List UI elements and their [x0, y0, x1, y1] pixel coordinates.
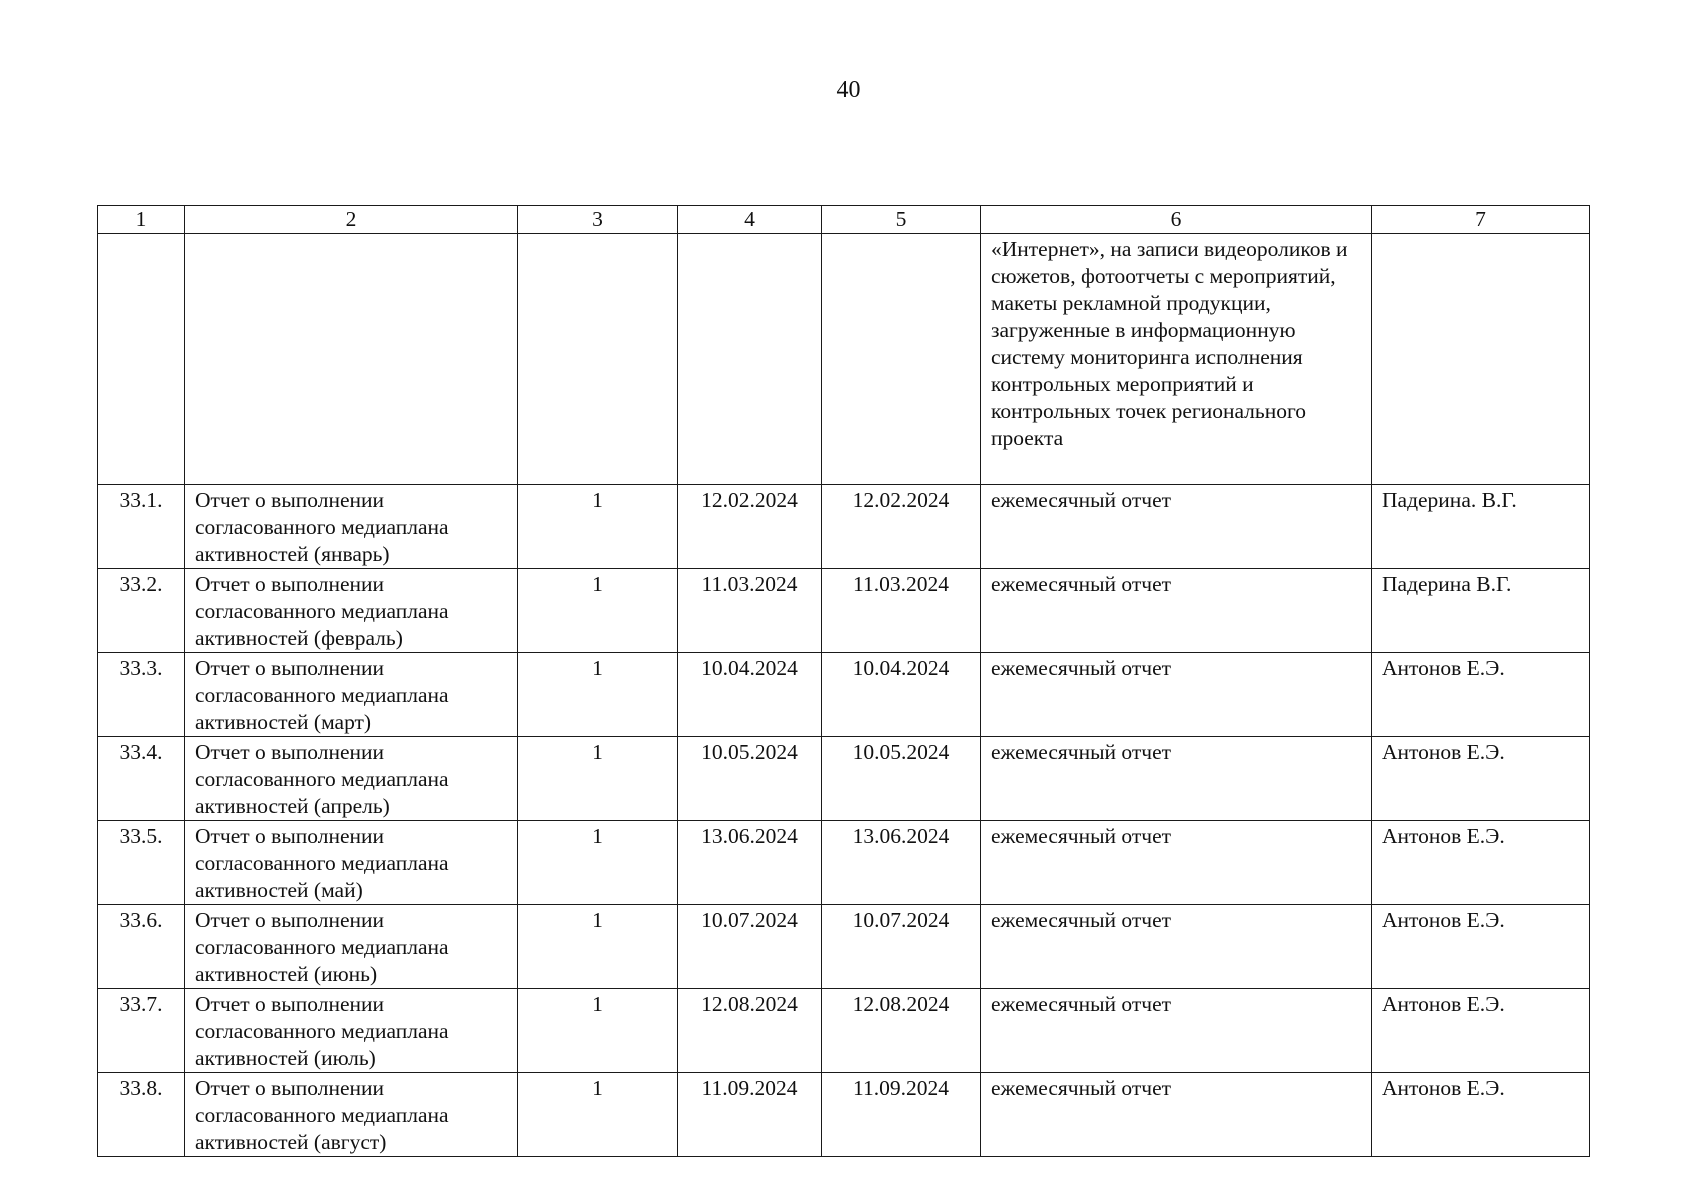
- column-header: 6: [981, 206, 1372, 234]
- row-name: Отчет о выполнении согласованного медиаплана активностей (май): [185, 821, 518, 905]
- row-quantity: 1: [518, 653, 678, 737]
- row-quantity: 1: [518, 821, 678, 905]
- row-quantity: 1: [518, 1073, 678, 1157]
- row-quantity: 1: [518, 485, 678, 569]
- column-header: 4: [678, 206, 822, 234]
- row-start-date: 11.03.2024: [678, 569, 822, 653]
- table-row: [98, 569, 1590, 653]
- table-cell: [822, 234, 981, 485]
- row-number: 33.5.: [98, 821, 185, 905]
- table-row: [98, 1073, 1590, 1157]
- row-end-date: 13.06.2024: [822, 821, 981, 905]
- row-result: ежемесячный отчет: [981, 1073, 1372, 1157]
- column-header: 3: [518, 206, 678, 234]
- column-header: 2: [185, 206, 518, 234]
- row-end-date: 10.05.2024: [822, 737, 981, 821]
- column-header: 5: [822, 206, 981, 234]
- row-name: Отчет о выполнении согласованного медиаплана активностей (апрель): [185, 737, 518, 821]
- table-cell: [98, 234, 185, 485]
- row-name: Отчет о выполнении согласованного медиаплана активностей (январь): [185, 485, 518, 569]
- row-name: Отчет о выполнении согласованного медиаплана активностей (июнь): [185, 905, 518, 989]
- row-responsible: Антонов Е.Э.: [1372, 737, 1590, 821]
- row-responsible: Падерина В.Г.: [1372, 569, 1590, 653]
- row-end-date: 11.09.2024: [822, 1073, 981, 1157]
- table-row: [98, 905, 1590, 989]
- row-end-date: 12.02.2024: [822, 485, 981, 569]
- row-responsible: Антонов Е.Э.: [1372, 989, 1590, 1073]
- table-cell: [518, 234, 678, 485]
- row-responsible: Антонов Е.Э.: [1372, 653, 1590, 737]
- header-row: [98, 206, 1590, 234]
- row-end-date: 10.04.2024: [822, 653, 981, 737]
- row-quantity: 1: [518, 569, 678, 653]
- row-result: ежемесячный отчет: [981, 905, 1372, 989]
- row-end-date: 10.07.2024: [822, 905, 981, 989]
- row-result: ежемесячный отчет: [981, 569, 1372, 653]
- row-name: Отчет о выполнении согласованного медиаплана активностей (август): [185, 1073, 518, 1157]
- table-row: [98, 737, 1590, 821]
- row-number: 33.4.: [98, 737, 185, 821]
- row-result: ежемесячный отчет: [981, 737, 1372, 821]
- row-start-date: 10.07.2024: [678, 905, 822, 989]
- table-row: [98, 485, 1590, 569]
- continuation-text: «Интернет», на записи видеороликов и сюжетов, фотоотчеты с мероприятий, макеты рекламной продукции, загруженные в информационную систему мониторинга исполнения контрольных мероприятий и контрольных точек регионального проекта: [981, 234, 1372, 485]
- column-header: 1: [98, 206, 185, 234]
- row-result: ежемесячный отчет: [981, 653, 1372, 737]
- row-quantity: 1: [518, 737, 678, 821]
- page-number: 40: [836, 77, 861, 103]
- row-number: 33.1.: [98, 485, 185, 569]
- table-cell: [1372, 234, 1590, 485]
- row-number: 33.8.: [98, 1073, 185, 1157]
- row-responsible: Падерина. В.Г.: [1372, 485, 1590, 569]
- table-row: [98, 989, 1590, 1073]
- row-start-date: 10.04.2024: [678, 653, 822, 737]
- row-result: ежемесячный отчет: [981, 821, 1372, 905]
- row-result: ежемесячный отчет: [981, 989, 1372, 1073]
- row-name: Отчет о выполнении согласованного медиаплана активностей (июль): [185, 989, 518, 1073]
- row-quantity: 1: [518, 905, 678, 989]
- table-cell: [185, 234, 518, 485]
- row-responsible: Антонов Е.Э.: [1372, 905, 1590, 989]
- row-responsible: Антонов Е.Э.: [1372, 1073, 1590, 1157]
- row-end-date: 12.08.2024: [822, 989, 981, 1073]
- row-result: ежемесячный отчет: [981, 485, 1372, 569]
- row-quantity: 1: [518, 989, 678, 1073]
- row-responsible: Антонов Е.Э.: [1372, 821, 1590, 905]
- row-number: 33.7.: [98, 989, 185, 1073]
- row-start-date: 12.02.2024: [678, 485, 822, 569]
- row-number: 33.6.: [98, 905, 185, 989]
- row-number: 33.2.: [98, 569, 185, 653]
- row-name: Отчет о выполнении согласованного медиаплана активностей (февраль): [185, 569, 518, 653]
- continuation-row: [98, 234, 1590, 485]
- row-start-date: 13.06.2024: [678, 821, 822, 905]
- plan-table: [97, 205, 1590, 1157]
- row-number: 33.3.: [98, 653, 185, 737]
- table-row: [98, 821, 1590, 905]
- row-start-date: 10.05.2024: [678, 737, 822, 821]
- row-end-date: 11.03.2024: [822, 569, 981, 653]
- table-cell: [678, 234, 822, 485]
- row-start-date: 12.08.2024: [678, 989, 822, 1073]
- row-name: Отчет о выполнении согласованного медиаплана активностей (март): [185, 653, 518, 737]
- table-row: [98, 653, 1590, 737]
- column-header: 7: [1372, 206, 1590, 234]
- row-start-date: 11.09.2024: [678, 1073, 822, 1157]
